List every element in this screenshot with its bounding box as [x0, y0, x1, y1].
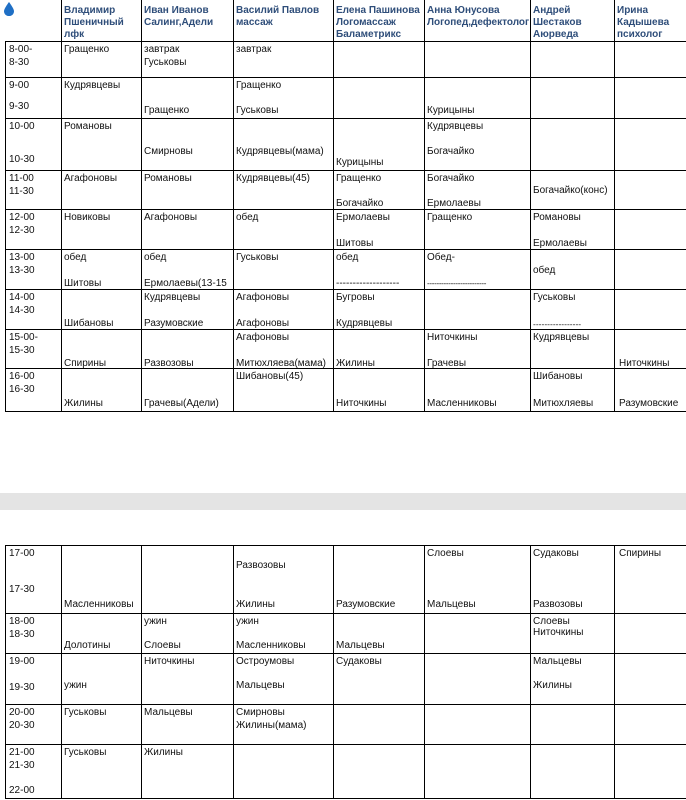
- time-label: 11-00: [9, 173, 34, 184]
- cell-entry: Ниточкины: [336, 398, 387, 409]
- cell-entry: обед: [144, 252, 167, 263]
- header-col7-line1: Ирина: [617, 5, 649, 16]
- cell-entry: Слоевы: [144, 640, 181, 651]
- cell-entry: Агафоновы: [236, 292, 290, 303]
- cell-entry: Смирновы: [236, 707, 285, 718]
- cell-entry: Шибановы: [64, 318, 114, 329]
- cell-entry: обед: [236, 212, 259, 223]
- time-label: 21-30: [9, 760, 35, 771]
- cell-entry: Масленниковы: [427, 398, 497, 409]
- cell-entry: Слоевы: [533, 616, 570, 627]
- header-col2-line2: Салинг,Адели: [144, 17, 214, 28]
- time-label: 20-30: [9, 720, 35, 731]
- header-col4-line2: Логомассаж: [336, 17, 396, 28]
- header-col6-line2: Шестаков: [533, 17, 582, 28]
- cell-entry: Кудрявцевы: [144, 292, 201, 303]
- time-label: 12-30: [9, 225, 35, 236]
- cell-entry: завтрак: [236, 44, 272, 55]
- time-label: 17-30: [9, 584, 35, 595]
- cell-entry: Богачайко: [427, 173, 475, 184]
- cell-entry: обед: [64, 252, 87, 263]
- cell-entry: Гращенко: [336, 173, 382, 184]
- cell-entry: Ниточкины: [427, 332, 478, 343]
- cell-entry: Ермолаевы: [427, 198, 481, 209]
- time-label: 12-00: [9, 212, 35, 223]
- cell-entry: ужин: [236, 616, 259, 627]
- cell-entry: Гращенко: [236, 80, 282, 91]
- cell-entry: Романовы: [64, 121, 112, 132]
- header-col3-line2: массаж: [236, 17, 273, 28]
- time-label: 9-00: [9, 80, 30, 91]
- cell-entry: Богачайко: [336, 198, 384, 209]
- time-label: 16-30: [9, 384, 35, 395]
- time-label: 13-30: [9, 265, 35, 276]
- cell-entry: обед: [336, 252, 359, 263]
- cell-entry: Агафоновы: [144, 212, 198, 223]
- cell-entry: Кудрявцевы(45): [236, 173, 310, 184]
- cell-entry: Судаковы: [533, 548, 579, 559]
- cell-entry: Разумовские: [336, 599, 396, 610]
- time-label: 14-30: [9, 305, 35, 316]
- time-label: 18-00: [9, 616, 35, 627]
- cell-entry: Гуськовы: [64, 707, 107, 718]
- cell-entry: обед: [533, 265, 556, 276]
- cell-entry: Спирины: [64, 358, 107, 369]
- cell-entry: Жилины: [236, 599, 275, 610]
- cell-entry: Митюхляева(мама): [236, 358, 326, 369]
- cell-entry: Гуськовы: [533, 292, 576, 303]
- cell-entry: Курицыны: [336, 157, 384, 168]
- cell-entry: Кудрявцевы(мама): [236, 146, 324, 157]
- header-col5-line2: Логопед,дефектолог: [427, 17, 530, 28]
- time-label: 17-00: [9, 548, 35, 559]
- cell-entry: Ермолаевы: [336, 212, 390, 223]
- cell-entry: Смирновы: [144, 146, 193, 157]
- cell-entry: Жилины: [336, 358, 375, 369]
- cell-entry: Гращенко: [64, 44, 110, 55]
- cell-entry: Кудрявцевы: [533, 332, 590, 343]
- cell-entry: Ермолаевы: [533, 238, 587, 249]
- cell-entry: Жилины(мама): [236, 720, 307, 731]
- time-label: 22-00: [9, 785, 35, 796]
- time-label: 15-00-: [9, 332, 38, 343]
- cell-entry: Долотины: [64, 640, 111, 651]
- cell-entry: Жилины: [64, 398, 103, 409]
- time-label: 19-30: [9, 682, 35, 693]
- cell-separator: -------------------: [336, 278, 400, 289]
- water-drop-icon: [4, 2, 14, 16]
- time-label: 19-00: [9, 656, 35, 667]
- cell-entry: Разумовские: [619, 398, 679, 409]
- header-col4-line3: Баламетрикс: [336, 29, 402, 40]
- cell-entry: Развозовы: [144, 358, 194, 369]
- cell-entry: Курицыны: [427, 105, 475, 116]
- header-col7-line3: психолог: [617, 29, 663, 40]
- time-label: 10-00: [9, 121, 35, 132]
- cell-entry: Развозовы: [236, 560, 286, 571]
- cell-entry: завтрак: [144, 44, 180, 55]
- cell-entry: Кудрявцевы: [336, 318, 393, 329]
- time-label: 10-30: [9, 154, 35, 165]
- cell-entry: Мальцевы: [336, 640, 385, 651]
- cell-entry: Грачевы(Адели): [144, 398, 219, 409]
- cell-entry: Шибановы(45): [236, 371, 304, 382]
- cell-entry: Мальцевы: [533, 656, 582, 667]
- cell-entry: Богачайко: [427, 146, 475, 157]
- cell-entry: Спирины: [619, 548, 662, 559]
- cell-entry: Ниточкины: [144, 656, 195, 667]
- cell-entry: Агафоновы: [236, 332, 290, 343]
- cell-entry: Агафоновы: [64, 173, 118, 184]
- header-col7-line2: Кадышева: [617, 17, 670, 28]
- header-col5-line1: Анна Юнусова: [427, 5, 500, 16]
- cell-entry: Ниточкины: [619, 358, 670, 369]
- header-col3-line1: Василий Павлов: [236, 5, 320, 16]
- cell-entry: Судаковы: [336, 656, 382, 667]
- cell-entry: Романовы: [144, 173, 192, 184]
- cell-entry: Остроумовы: [236, 656, 295, 667]
- time-label: 20-00: [9, 707, 35, 718]
- cell-entry: Мальцевы: [144, 707, 193, 718]
- schedule-page-2: [0, 510, 686, 800]
- cell-entry: Гращенко: [427, 212, 473, 223]
- cell-entry: ужин: [64, 680, 87, 691]
- cell-entry: Ниточкины: [533, 627, 584, 638]
- cell-entry: Масленниковы: [236, 640, 306, 651]
- time-label: 8-30: [9, 57, 30, 68]
- cell-entry: Романовы: [533, 212, 581, 223]
- cell-entry: Шибановы: [533, 371, 583, 382]
- cell-entry: Митюхляевы: [533, 398, 594, 409]
- cell-entry: Слоевы: [427, 548, 464, 559]
- time-label: 18-30: [9, 629, 35, 640]
- cell-entry: Обед-: [427, 252, 455, 263]
- cell-entry: Новиковы: [64, 212, 111, 223]
- cell-entry: Гуськовы: [64, 747, 107, 758]
- cell-separator: -----------------: [533, 319, 582, 329]
- cell-entry: ужин: [144, 616, 167, 627]
- time-label: 13-00: [9, 252, 35, 263]
- header-col2-line1: Иван Иванов: [144, 5, 209, 16]
- time-label: 21-00: [9, 747, 35, 758]
- header-col1-line2: Пшеничный: [64, 17, 124, 28]
- cell-entry: Кудрявцевы: [64, 80, 121, 91]
- cell-entry: Богачайко(конс): [533, 185, 608, 196]
- cell-separator: -------------------------: [427, 279, 487, 288]
- cell-entry: Шитовы: [336, 238, 374, 249]
- cell-entry: Гуськовы: [236, 105, 279, 116]
- time-label: 14-00: [9, 292, 35, 303]
- cell-entry: Бугровы: [336, 292, 375, 303]
- cell-entry: Гращенко: [144, 105, 190, 116]
- header-col1-line1: Владимир: [64, 5, 116, 16]
- cell-entry: Развозовы: [533, 599, 583, 610]
- cell-entry: Гуськовы: [236, 252, 279, 263]
- cell-entry: Жилины: [144, 747, 183, 758]
- cell-entry: Шитовы: [64, 278, 102, 289]
- cell-entry: Кудрявцевы: [427, 121, 484, 132]
- time-label: 16-00: [9, 371, 35, 382]
- time-label: 9-30: [9, 101, 30, 112]
- header-col1-line3: лфк: [64, 29, 85, 40]
- time-label: 8-00-: [9, 44, 33, 55]
- cell-entry: Мальцевы: [427, 599, 476, 610]
- time-label: 15-30: [9, 345, 35, 356]
- cell-entry: Ермолаевы(13-15: [144, 278, 227, 289]
- cell-entry: Гуськовы: [144, 57, 187, 68]
- cell-entry: Разумовские: [144, 318, 204, 329]
- cell-entry: Грачевы: [427, 358, 467, 369]
- page-break-band: [0, 493, 686, 510]
- header-col6-line3: Аюрведа: [533, 29, 579, 40]
- cell-entry: Масленниковы: [64, 599, 134, 610]
- cell-entry: Мальцевы: [236, 680, 285, 691]
- cell-entry: Агафоновы: [236, 318, 290, 329]
- header-col6-line1: Андрей: [533, 5, 571, 16]
- header-col4-line1: Елена Пашинова: [336, 5, 420, 16]
- time-label: 11-30: [9, 186, 34, 197]
- cell-entry: Жилины: [533, 680, 572, 691]
